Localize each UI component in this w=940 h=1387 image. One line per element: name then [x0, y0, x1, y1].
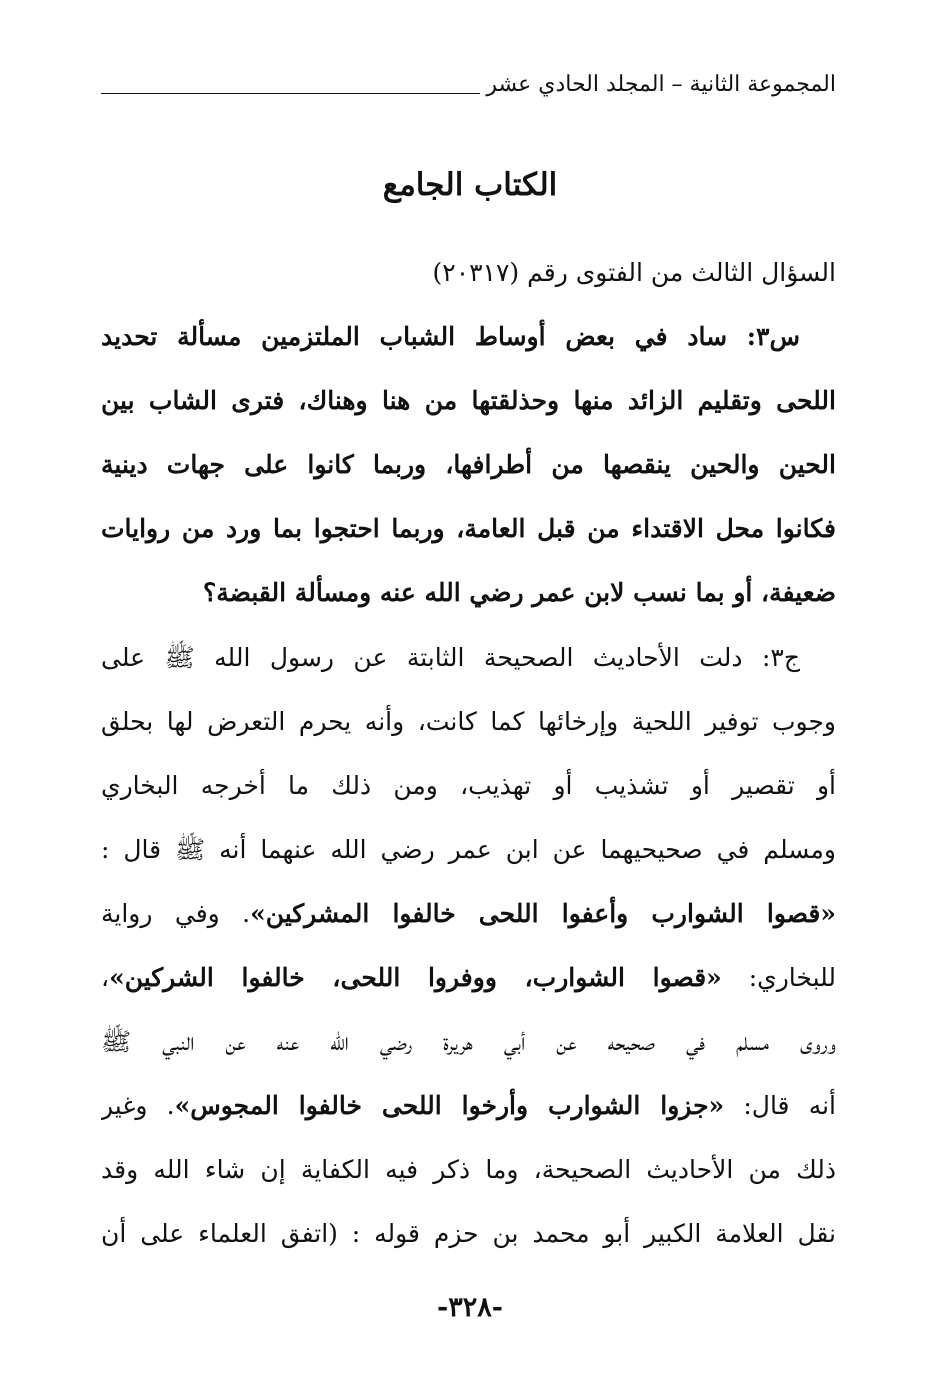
hadith-quote: «جزوا الشوارب وأرخوا اللحى خالفوا المجوس»: [174, 1091, 725, 1121]
question-line: ضعيفة، أو بما نسب لابن عمر رضي الله عنه ومسألة القبضة؟: [202, 578, 836, 608]
question-line: س٣: ساد في بعض أوساط الشباب الملتزمين مسألة تحديد: [101, 322, 800, 352]
answer-text: . وغير: [101, 1091, 175, 1121]
answer-line: ذلك من الأحاديث الصحيحة، وما ذكر فيه الكفاية إن شاء الله وقد: [101, 1155, 836, 1185]
answer-line: نقل العلامة الكبير أبو محمد بن حزم قوله : (اتفق العلماء على أن: [101, 1219, 836, 1249]
body-text: [101, 243, 836, 1269]
page-number: -٣٢٨-: [437, 1292, 503, 1323]
answer-line: [101, 884, 836, 948]
chapter-title: الكتاب الجامع: [382, 167, 558, 203]
answer-line: ومسلم في صحيحيهما عن ابن عمر رضي الله عنهما أنه ﷺ قال :: [101, 834, 836, 864]
answer-line: وجوب توفير اللحية وإرخائها كما كانت، وأنه يحرم التعرض لها بحلق: [101, 706, 836, 736]
question-line: الحين والحين ينقصها من أطرافها، وربما كانوا على جهات دينية: [101, 450, 836, 480]
answer-text: أنه قال:: [724, 1091, 836, 1121]
running-header-title: المجموعة الثانية – المجلد الحادي عشر: [486, 72, 836, 97]
question-line: فكانوا محل الاقتداء من قبل العامة، وربما احتجوا بما ورد من روايات: [101, 514, 836, 544]
answer-text: للبخاري:: [721, 963, 836, 993]
question-line: اللحى وتقليم الزائد منها وحذلقتها من هنا وهناك، فترى الشاب بين: [101, 386, 836, 416]
running-header: [101, 64, 836, 100]
header-rule: [101, 93, 480, 94]
answer-text: . وفي رواية: [101, 898, 251, 928]
answer-line: وروى مسلم في صحيحه عن أبي هريرة رضي الله عنه عن النبي ﷺ: [101, 1027, 836, 1057]
answer-line: ج٣: دلت الأحاديث الصحيحة الثابتة عن رسول الله ﷺ على: [101, 642, 800, 672]
hadith-quote: «قصوا الشوارب وأعفوا اللحى خالفوا المشركين»: [250, 898, 836, 928]
answer-line: [101, 948, 836, 1012]
answer-line: [101, 1076, 836, 1140]
hadith-quote: «قصوا الشوارب، ووفروا اللحى، خالفوا الشركين»: [109, 963, 722, 993]
answer-text: ،: [101, 963, 110, 993]
question-source: السؤال الثالث من الفتوى رقم (٢٠٣١٧): [432, 258, 836, 287]
answer-line: أو تقصير أو تشذيب أو تهذيب، ومن ذلك ما أخرجه البخاري: [101, 770, 836, 800]
